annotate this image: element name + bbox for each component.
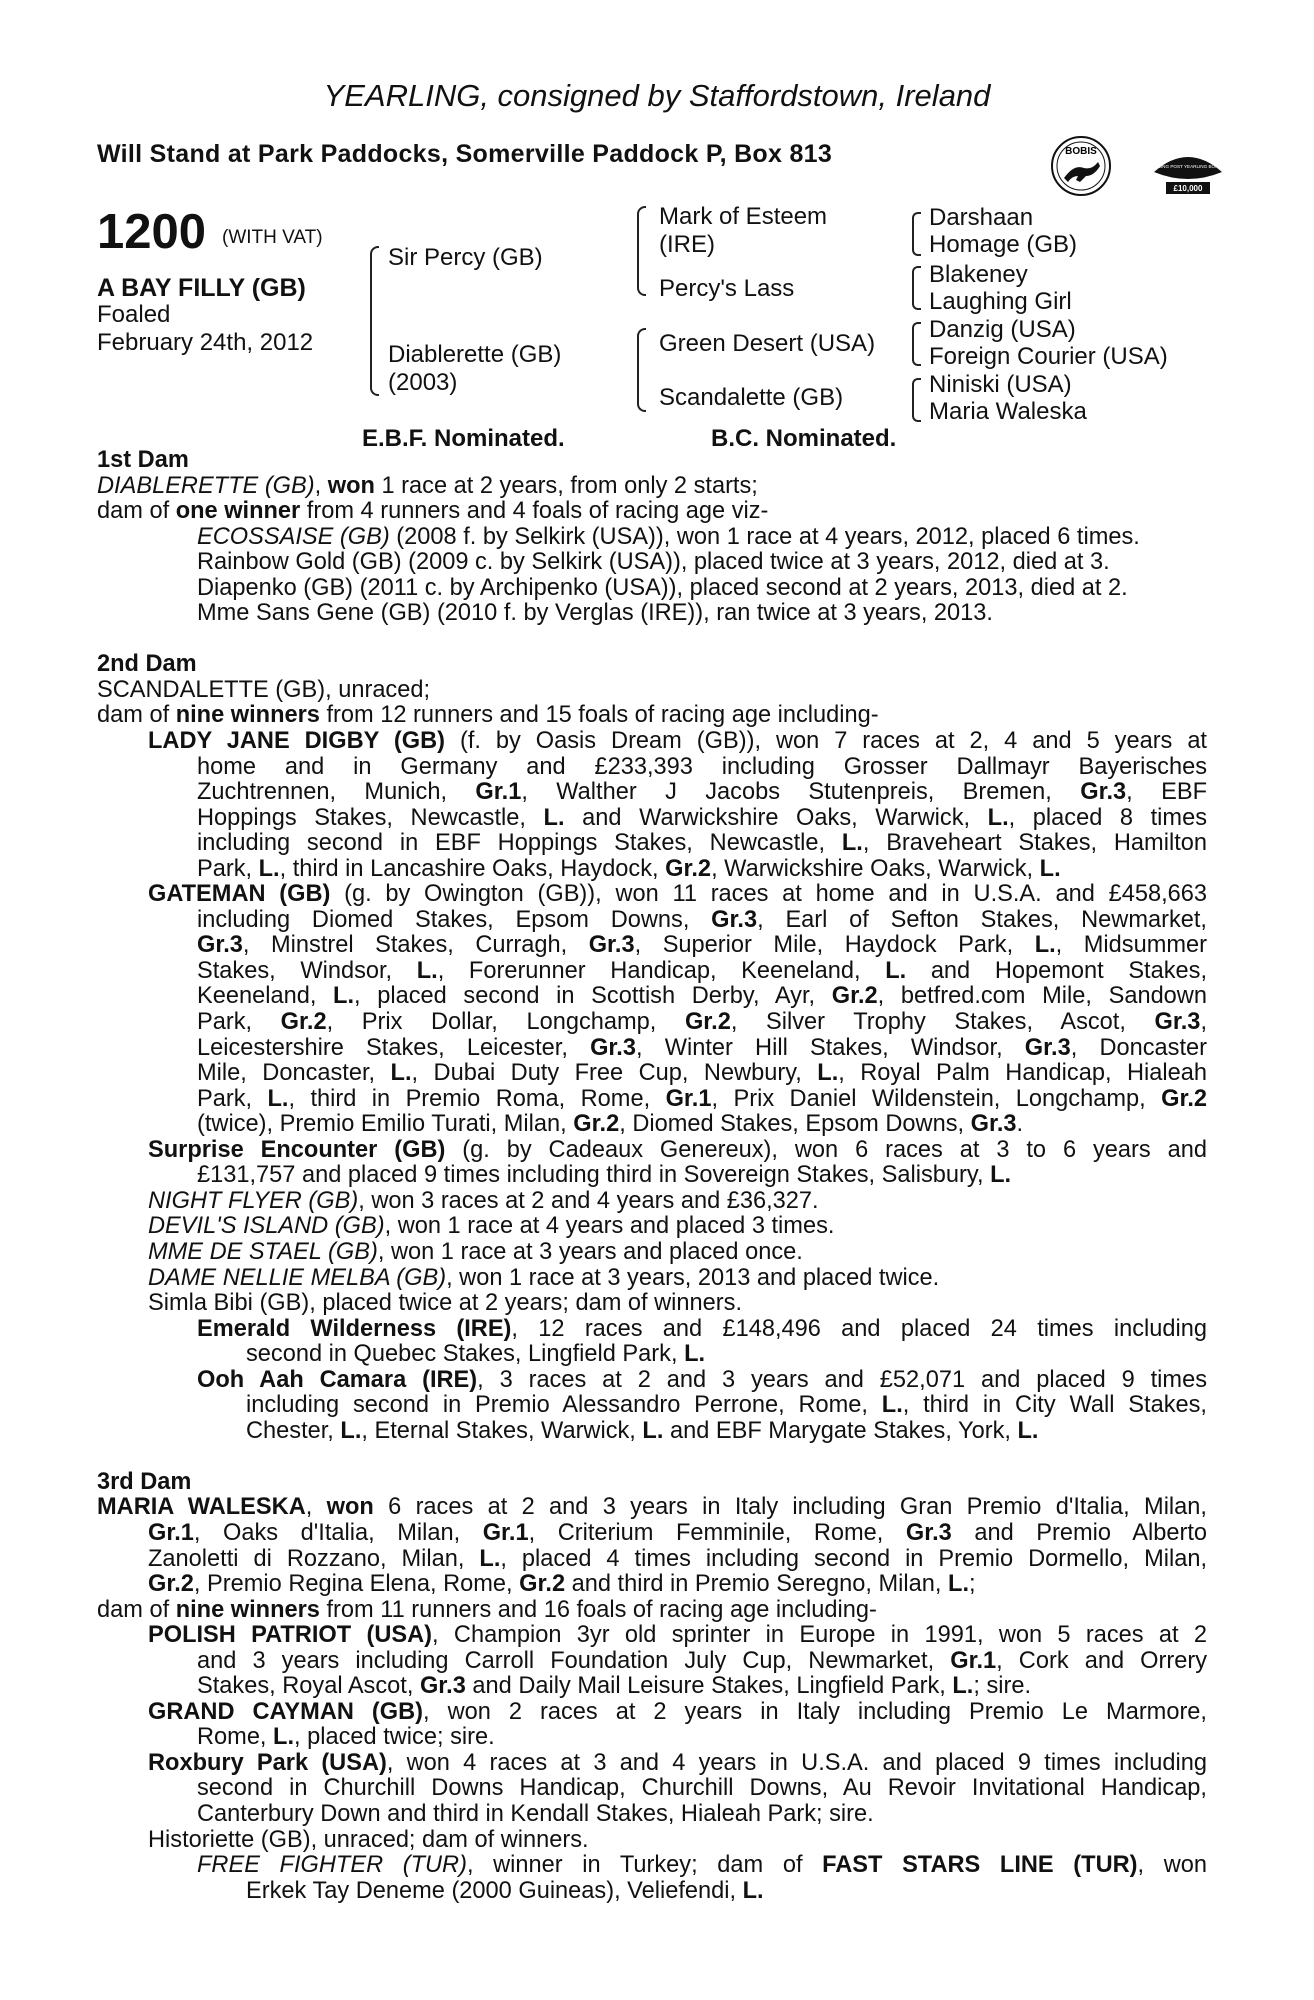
section-heading-1st-dam: 1st Dam (97, 447, 189, 473)
pedigree-sss: Darshaan (929, 204, 1034, 231)
pedigree-ddd: Maria Waleska (929, 398, 1087, 425)
pedigree-ss: Mark of Esteem (659, 203, 828, 230)
pedigree-brace-sire-dam (370, 246, 379, 396)
produce-line: (twice), Premio Emilio Turati, Milan, Gr.2, Diomed Stakes, Epsom Downs, Gr.3. (197, 1111, 1024, 1138)
pedigree-brace-ss (912, 212, 921, 256)
produce-line: DEVIL'S ISLAND (GB), won 1 race at 4 years and placed 3 times. (148, 1213, 835, 1240)
pedigree-ssd: Homage (GB) (929, 231, 1078, 258)
bobis-badge (1050, 134, 1112, 200)
third-dam-record: Gr.2, Premio Regina Elena, Rome, Gr.2 and third in Premio Seregno, Milan, L.; (148, 1571, 976, 1598)
produce-line: Stakes, Royal Ascot, Gr.3 and Daily Mail Leisure Stakes, Lingfield Park, L.; sire. (197, 1673, 1032, 1700)
pedigree-sds: Blakeney (929, 261, 1028, 288)
produce-line: Historiette (GB), unraced; dam of winners. (148, 1826, 589, 1853)
produce-line: second in Quebec Stakes, Lingfield Park, L. (246, 1341, 706, 1368)
foaled-label: Foaled (97, 301, 171, 328)
pedigree-dd: Scandalette (GB) (659, 384, 844, 411)
pedigree-dds: Niniski (USA) (929, 371, 1072, 398)
produce-line: Erkek Tay Deneme (2000 Guineas), Veliefendi, L. (246, 1877, 764, 1904)
bobis-logo-icon (1050, 134, 1112, 200)
produce-line: Keeneland, L., placed second in Scottish Derby, Ayr, Gr.2, betfred.com Mile, Sandown (197, 983, 1207, 1010)
stand-location: Will Stand at Park Paddocks, Somerville Paddock P, Box 813 (97, 140, 833, 168)
bc-nominated: B.C. Nominated. (711, 425, 897, 452)
lot-number: 1200 (97, 205, 207, 259)
pedigree-brace-dam (637, 328, 646, 412)
section-heading-3rd-dam: 3rd Dam (97, 1468, 192, 1495)
first-dam-produce-summary: dam of one winner from 4 runners and 4 foals of racing age viz- (97, 498, 769, 525)
svg-text:BOBIS: BOBIS (1065, 146, 1097, 157)
foaled-date: February 24th, 2012 (97, 329, 314, 356)
produce-line: Roxbury Park (USA), won 4 races at 3 and 4 years in U.S.A. and placed 9 times including (148, 1749, 1207, 1776)
produce-line: ECOSSAISE (GB) (2008 f. by Selkirk (USA)), won 1 race at 4 years, 2012, placed 6 times. (197, 523, 1140, 550)
third-dam-record: Gr.1, Oaks d'Italia, Milan, Gr.1, Criterium Femminile, Rome, Gr.3 and Premio Alberto (148, 1519, 1207, 1546)
catalogue-body (97, 448, 1207, 1904)
pedigree-sdd: Laughing Girl (929, 288, 1072, 315)
produce-line: Park, Gr.2, Prix Dollar, Longchamp, Gr.2, Silver Trophy Stakes, Ascot, Gr.3, (197, 1009, 1207, 1036)
produce-line: Rome, L., placed twice; sire. (197, 1724, 495, 1751)
yearling-bonus-badge (1150, 146, 1226, 198)
produce-line: Hoppings Stakes, Newcastle, L. and Warwickshire Oaks, Warwick, L., placed 8 times (197, 804, 1207, 831)
second-dam-produce-summary: dam of nine winners from 12 runners and 15 foals of racing age including- (97, 702, 879, 729)
produce-line: MME DE STAEL (GB), won 1 race at 3 years and placed once. (148, 1238, 803, 1265)
pedigree-brace-dd (912, 378, 921, 422)
pedigree-brace-ds (912, 322, 921, 366)
produce-line: home and in Germany and £233,393 including Grosser Dallmayr Bayerisches (197, 753, 1207, 780)
pedigree-sire: Sir Percy (GB) (388, 244, 543, 271)
page-title: YEARLING, consigned by Staffordstown, Ireland (323, 78, 991, 113)
produce-line: Diapenko (GB) (2011 c. by Archipenko (USA)), placed second at 2 years, 2013, died at 2. (197, 574, 1128, 601)
produce-line: DAME NELLIE MELBA (GB), won 1 race at 3 years, 2013 and placed twice. (148, 1264, 940, 1291)
produce-line: Leicestershire Stakes, Leicester, Gr.3, Winter Hill Stakes, Windsor, Gr.3, Doncaster (197, 1034, 1207, 1061)
produce-line: Emerald Wilderness (IRE), 12 races and £148,496 and placed 24 times including (197, 1315, 1207, 1342)
produce-line: Gr.3, Minstrel Stakes, Curragh, Gr.3, Superior Mile, Haydock Park, L., Midsummer (197, 932, 1207, 959)
lot-name: A BAY FILLY (GB) (97, 274, 306, 302)
produce-line: GRAND CAYMAN (GB), won 2 races at 2 years in Italy including Premio Le Marmore, (148, 1698, 1207, 1725)
produce-line: Park, L., third in Lancashire Oaks, Haydock, Gr.2, Warwickshire Oaks, Warwick, L. (197, 855, 1061, 882)
produce-line: Mme Sans Gene (GB) (2010 f. by Verglas (IRE)), ran twice at 3 years, 2013. (197, 600, 993, 627)
lot-vat: (WITH VAT) (222, 227, 323, 248)
pedigree-dam: Diablerette (GB) (388, 341, 562, 368)
produce-line: Rainbow Gold (GB) (2009 c. by Selkirk (USA)), placed twice at 3 years, 2012, died at 3. (197, 549, 1110, 576)
produce-line: FREE FIGHTER (TUR), winner in Turkey; dam of FAST STARS LINE (TUR), won (197, 1852, 1207, 1879)
produce-line: Simla Bibi (GB), placed twice at 2 years; dam of winners. (148, 1290, 743, 1317)
produce-line: including second in EBF Hoppings Stakes, Newcastle, L., Braveheart Stakes, Hamilton (197, 830, 1207, 857)
produce-line: POLISH PATRIOT (USA), Champion 3yr old sprinter in Europe in 1991, won 5 races at 2 (148, 1622, 1207, 1649)
svg-text:£10,000: £10,000 (1173, 184, 1203, 193)
produce-line: Canterbury Down and third in Kendall Stakes, Hialeah Park; sire. (197, 1800, 874, 1827)
ebf-nominated: E.B.F. Nominated. (362, 425, 565, 452)
produce-line: £131,757 and placed 9 times including third in Sovereign Stakes, Salisbury, L. (197, 1162, 1012, 1189)
third-dam-record: MARIA WALESKA, won 6 races at 2 and 3 years in Italy including Gran Premio d'Italia, Milan, (97, 1494, 1207, 1521)
pedigree-ds: Green Desert (USA) (659, 330, 876, 357)
produce-line: second in Churchill Downs Handicap, Churchill Downs, Au Revoir Invitational Handicap, (197, 1775, 1207, 1802)
pedigree-dss: Danzig (USA) (929, 316, 1076, 343)
svg-text:RACING POST YEARLING BONUS: RACING POST YEARLING BONUS (1151, 164, 1225, 169)
produce-line: Ooh Aah Camara (IRE), 3 races at 2 and 3 years and £52,071 and placed 9 times (197, 1366, 1207, 1393)
produce-line: GATEMAN (GB) (g. by Owington (GB)), won 11 races at home and in U.S.A. and £458,663 (148, 881, 1207, 908)
section-heading-2nd-dam: 2nd Dam (97, 651, 197, 678)
pedigree-brace-sd (912, 266, 921, 310)
produce-line: Surprise Encounter (GB) (g. by Cadeaux Genereux), won 6 races at 3 to 6 years and (148, 1136, 1207, 1163)
produce-line: LADY JANE DIGBY (GB) (f. by Oasis Dream (GB)), won 7 races at 2, 4 and 5 years at (148, 728, 1207, 755)
third-dam-record: Zanoletti di Rozzano, Milan, L., placed 4 times including second in Premio Dormello, Milan, (148, 1545, 1208, 1572)
produce-line: Park, L., third in Premio Roma, Rome, Gr.1, Prix Daniel Wildenstein, Longchamp, Gr.2 (197, 1085, 1208, 1112)
produce-line: Chester, L., Eternal Stakes, Warwick, L. and EBF Marygate Stakes, York, L. (246, 1417, 1039, 1444)
pedigree-ss-origin: (IRE) (659, 231, 715, 258)
produce-line: Zuchtrennen, Munich, Gr.1, Walther J Jacobs Stutenpreis, Bremen, Gr.3, EBF (197, 779, 1207, 806)
produce-line: Mile, Doncaster, L., Dubai Duty Free Cup, Newbury, L., Royal Palm Handicap, Hialeah (197, 1060, 1207, 1087)
produce-line: NIGHT FLYER (GB), won 3 races at 2 and 4 years and £36,327. (148, 1187, 819, 1214)
produce-line: Stakes, Windsor, L., Forerunner Handicap, Keeneland, L. and Hopemont Stakes, (197, 957, 1208, 984)
produce-line: including Diomed Stakes, Epsom Downs, Gr.3, Earl of Sefton Stakes, Newmarket, (197, 906, 1207, 933)
pedigree-sd: Percy's Lass (659, 275, 795, 302)
second-dam-record: SCANDALETTE (GB), unraced; (97, 676, 431, 703)
first-dam-record: DIABLERETTE (GB), won 1 race at 2 years, from only 2 starts; (97, 472, 758, 499)
produce-line: and 3 years including Carroll Foundation July Cup, Newmarket, Gr.1, Cork and Orrery (197, 1647, 1207, 1674)
yearling-bonus-logo-icon (1150, 146, 1226, 198)
pedigree-brace-sire (637, 206, 646, 296)
pedigree-dsd: Foreign Courier (USA) (929, 343, 1168, 370)
produce-line: including second in Premio Alessandro Perrone, Rome, L., third in City Wall Stakes, (246, 1392, 1207, 1419)
pedigree-dam-year: (2003) (388, 369, 458, 396)
third-dam-produce-summary: dam of nine winners from 11 runners and 16 foals of racing age including- (97, 1596, 877, 1623)
